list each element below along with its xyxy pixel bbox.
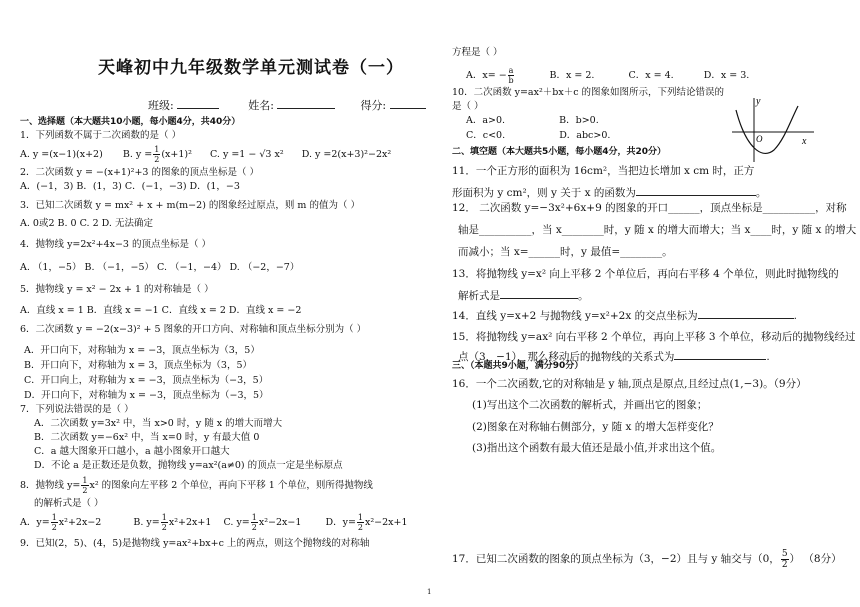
question-12: 12． 二次函数 y=−3x²+6x+9 的图象的开口______，顶点坐标是__________，对称 [452, 202, 847, 214]
question-16: 16．一个二次函数,它的对称轴是 y 轴,顶点是原点,且经过点(1,−3)。（9分） [452, 378, 807, 390]
question-16-part-3: (3)指出这个函数有最大值还是最小值,并求出这个值。 [472, 442, 722, 454]
question-13-cont: 解析式是 。 [458, 290, 589, 302]
question-9-options [466, 66, 749, 85]
question-8: 8．抛物线 y= $\frac{1}{2}$ x² 的图象向左平移 2 个单位，再向下平移 1 个单位，则所得抛物线 [20, 476, 373, 495]
question-2-options[interactable]: A．(−1，3) B．(1，3) C．(−1，−3) D．(1，−3 [20, 181, 240, 192]
name-blank[interactable] [277, 98, 335, 109]
q7-option-b[interactable]: B．二次函数 y=−6x² 中，当 x=0 时，y 有最大值 0 [34, 432, 260, 443]
q9-option-d[interactable]: D．x = 3. [703, 70, 750, 81]
q14-answer-blank[interactable] [698, 308, 794, 319]
q7-option-d[interactable]: D．不论 a 是正数还是负数，抛物线 y=ax²(a≠0) 的顶点一定是坐标原点 [34, 460, 343, 471]
q1-option-c[interactable]: C. y =1 − √3 x² [209, 149, 284, 160]
question-10-cont: 是（ ） [452, 101, 484, 112]
section-3-heading: 三、（本题共9小题，满分90分） [452, 361, 584, 371]
q6-option-c[interactable]: C．开口向上，对称轴为 x = −3，顶点坐标为（−3，5） [24, 375, 269, 386]
q9-option-a[interactable]: A．x= − $\frac{a}{b}$ [466, 66, 514, 85]
graph-x-label: x [802, 136, 807, 147]
parabola-curve [736, 106, 798, 153]
question-1-options [20, 145, 391, 164]
question-8-cont: 的解析式是（ ） [34, 498, 104, 509]
q10-option-c[interactable]: C．c<0. [466, 130, 506, 141]
question-4-options[interactable]: A. （1，−5） B. （−1，−5） C. （−1，−4） D. （−2，−7） [20, 262, 300, 273]
q15-answer-blank[interactable] [674, 349, 766, 360]
question-9-cont: 方程是（ ） [452, 47, 503, 58]
question-5-options[interactable]: A．直线 x = 1 B．直线 x = −1 C．直线 x = 2 D．直线 x = −2 [20, 305, 302, 316]
question-13: 13．将抛物线 y=x² 向上平移 2 个单位后，再向右平移 4 个单位，则此时抛物线的 [452, 268, 839, 280]
question-4: 4．抛物线 y=2x²+4x−3 的顶点坐标是（ ） [20, 239, 212, 250]
graph-y-label: y [756, 96, 761, 107]
q11-answer-blank[interactable] [636, 185, 756, 196]
score-label: 得分: [360, 99, 387, 112]
parabola-graph [732, 92, 816, 164]
q8-option-d[interactable]: D．y= $\frac{1}{2}$ x²−2x+1 [325, 513, 408, 532]
q10-option-a[interactable]: A．a>0. [466, 115, 506, 126]
question-11: 11．一个正方形的面积为 16cm²，当把边长增加 x cm 时，正方 [452, 165, 755, 177]
q8-option-b[interactable]: B. y= $\frac{1}{2}$ x²+2x+1 [133, 513, 212, 532]
question-11-cont: 形面积为 y cm²，则 y 关于 x 的函数为 。 [452, 187, 767, 199]
question-10-options-row2 [466, 129, 610, 142]
q1-option-b[interactable]: B. y = $\frac{1}{2}$ (x+1)² [122, 145, 192, 164]
question-16-part-2: (2)图象在对称轴右侧部分，y 随 x 的增大怎样变化？ [472, 421, 719, 433]
graph-origin-label: O [756, 134, 763, 144]
q1-option-a[interactable]: A. y =(x−1)(x+2) [20, 149, 103, 160]
q9-option-b[interactable]: B．x = 2. [549, 70, 595, 81]
question-6: 6．二次函数 y = −2(x−3)² + 5 图象的开口方向、对称轴和顶点坐标分别为（ ） [20, 324, 367, 335]
question-2: 2．二次函数 y = −(x+1)²+3 的图象的顶点坐标是（ ） [20, 167, 260, 178]
score-blank[interactable] [390, 98, 426, 109]
question-3: 3．已知二次函数 y = mx² + x + m(m−2) 的图象经过原点，则 m 的值为（ ） [20, 200, 360, 211]
q7-option-a[interactable]: A．二次函数 y=3x² 中，当 x>0 时，y 随 x 的增大而增大 [34, 418, 283, 429]
q8-option-c[interactable]: C. y= $\frac{1}{2}$ x²−2x−1 [223, 513, 302, 532]
question-14: 14．直线 y=x+2 与抛物线 y=x²+2x 的交点坐标为 . [452, 310, 797, 322]
q10-option-b[interactable]: B．b>0. [559, 115, 599, 126]
q6-option-d[interactable]: D．开口向下，对称轴为 x = −3，顶点坐标为（−3，5） [24, 390, 269, 401]
question-12-c: 而减小；当 x=______时，y 最值=________。 [458, 246, 673, 258]
q8-option-a[interactable]: A．y= $\frac{1}{2}$ x²+2x−2 [20, 513, 102, 532]
question-1: 1．下列函数不属于二次函数的是（ ） [20, 130, 182, 141]
class-blank[interactable] [177, 98, 219, 109]
question-8-options [20, 513, 408, 532]
fraction: $\frac{1}{2}$ [82, 476, 88, 495]
page-title: 天峰初中九年级数学单元测试卷（一） [98, 58, 404, 78]
q9-option-c[interactable]: C．x = 4. [628, 70, 674, 81]
section-1-heading: 一、选择题（本大题共10小题，每小题4分，共40分） [20, 117, 241, 127]
q10-option-d[interactable]: D．abc>0. [559, 130, 611, 141]
q6-option-b[interactable]: B．开口向下，对称轴为 x = 3，顶点坐标为（3，5） [24, 360, 252, 371]
question-7: 7．下列说法错误的是（ ） [20, 404, 134, 415]
section-2-heading: 二、填空题（本大题共5小题，每小题4分，共20分） [452, 147, 667, 157]
q6-option-a[interactable]: A．开口向下，对称轴为 x = −3，顶点坐标为（3，5） [24, 345, 260, 356]
question-16-part-1: (1)写出这个二次函数的解析式，并画出它的图象； [472, 399, 708, 411]
q7-option-c[interactable]: C．a 越大图象开口越小，a 越小图象开口越大 [34, 446, 230, 457]
question-5: 5．抛物线 y = x² − 2x + 1 的对称轴是（ ） [20, 284, 214, 295]
fraction: $\frac{1}{2}$ [154, 145, 160, 164]
question-10: 10．二次函数 y=ax²＋bx＋c 的图象如图所示，下列结论错误的 [452, 87, 725, 98]
question-15-cont: 点（3，−1），那么移动后的抛物线的关系式为 . [458, 351, 770, 363]
question-9: 9．已知(2，5)、(4，5)是抛物线 y=ax²+bx+c 上的两点，则这个抛物线的对称轴 [20, 538, 370, 549]
page-number: 1 [427, 588, 432, 596]
q13-answer-blank[interactable] [500, 288, 578, 299]
class-label: 班级: [148, 99, 174, 112]
student-info-line [148, 98, 426, 112]
question-3-options[interactable]: A. 0或2 B. 0 C. 2 D. 无法确定 [20, 218, 153, 229]
name-label: 姓名: [248, 99, 274, 112]
question-10-options-row1 [466, 114, 599, 127]
q1-option-d[interactable]: D. y =2(x+3)²−2x² [301, 149, 392, 160]
question-15: 15．将抛物线 y=ax² 向右平移 2 个单位，再向上平移 3 个单位，移动后的抛物线经过 [452, 331, 856, 343]
question-17: 17．已知二次函数的图象的顶点坐标为（3，−2）且与 y 轴交与（0， $\frac{5}{2}$ ） （8分） [452, 548, 842, 570]
question-12-b: 轴是__________，当 x________时，y 随 x 的增大而增大；当 x____时，y 随 x 的增大 [458, 224, 857, 236]
